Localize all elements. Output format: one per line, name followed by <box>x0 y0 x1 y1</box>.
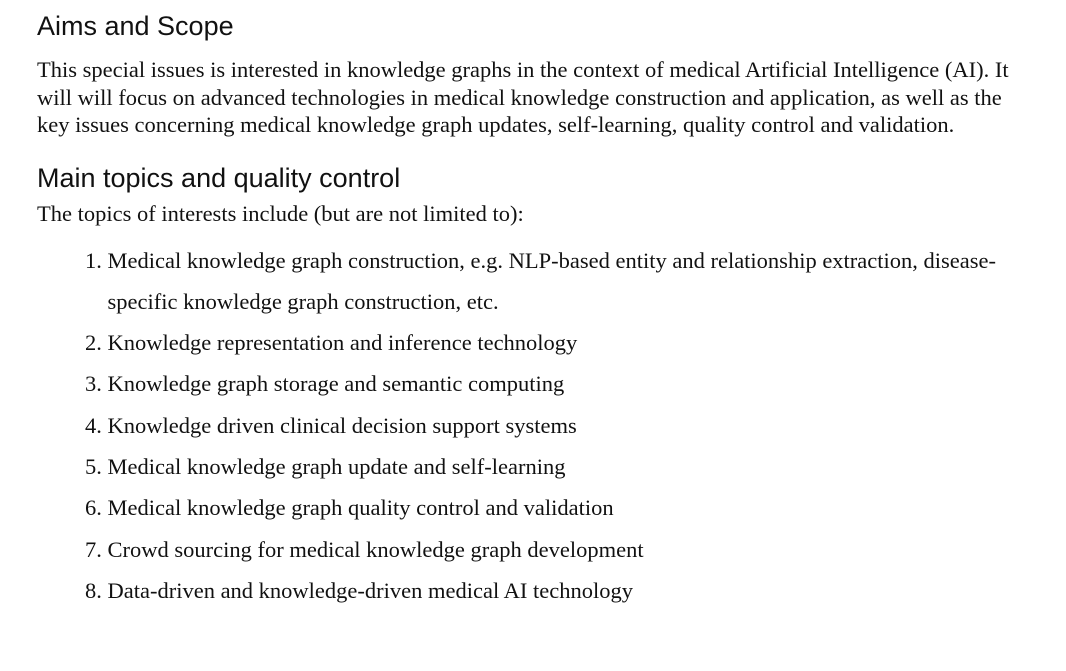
list-item-number: 4. <box>85 412 108 438</box>
list-item-number: 3. <box>85 371 108 397</box>
list-item-text: Crowd sourcing for medical knowledge graph development <box>107 536 644 562</box>
document-page <box>37 8 1047 611</box>
list-item <box>85 322 1047 363</box>
list-item-number: 6. <box>85 495 108 521</box>
list-item <box>85 570 1047 611</box>
list-item-number: 2. <box>85 330 108 356</box>
list-item-text: Knowledge driven clinical decision support systems <box>107 412 577 438</box>
aims-paragraph: This special issues is interested in knowledge graphs in the context of medical Artificial Intelligence (AI). It will will focus on advanced technologies in medical knowledge construction and application, as well as the key issues concerning medical knowledge graph updates, self-learning, quality control and validation. <box>37 57 1009 137</box>
list-item <box>85 240 1047 323</box>
section-heading-topics: Main topics and quality control <box>37 162 401 193</box>
topics-intro: The topics of interests include (but are not limited to): <box>37 200 524 226</box>
list-item <box>85 405 1047 446</box>
list-item-number: 7. <box>85 536 108 562</box>
section-heading-aims: Aims and Scope <box>37 11 234 41</box>
list-item <box>85 487 1047 528</box>
list-item <box>85 363 1047 404</box>
list-item-number: 8. <box>85 577 108 603</box>
list-item-number: 5. <box>85 453 108 479</box>
list-item-text: Data-driven and knowledge-driven medical AI technology <box>107 577 633 603</box>
topics-list <box>37 240 1047 612</box>
list-item <box>85 529 1047 570</box>
list-item-text: Medical knowledge graph quality control and validation <box>107 495 614 521</box>
list-item <box>85 446 1047 487</box>
list-item-text: Medical knowledge graph construction, e.g. NLP-based entity and relationship extraction, disease-specific knowledge graph construction, etc. <box>107 247 996 314</box>
list-item-text: Knowledge graph storage and semantic computing <box>107 371 565 397</box>
list-item-number: 1. <box>85 247 108 273</box>
list-item-text: Medical knowledge graph update and self-learning <box>107 453 566 479</box>
list-item-text: Knowledge representation and inference technology <box>107 330 578 356</box>
